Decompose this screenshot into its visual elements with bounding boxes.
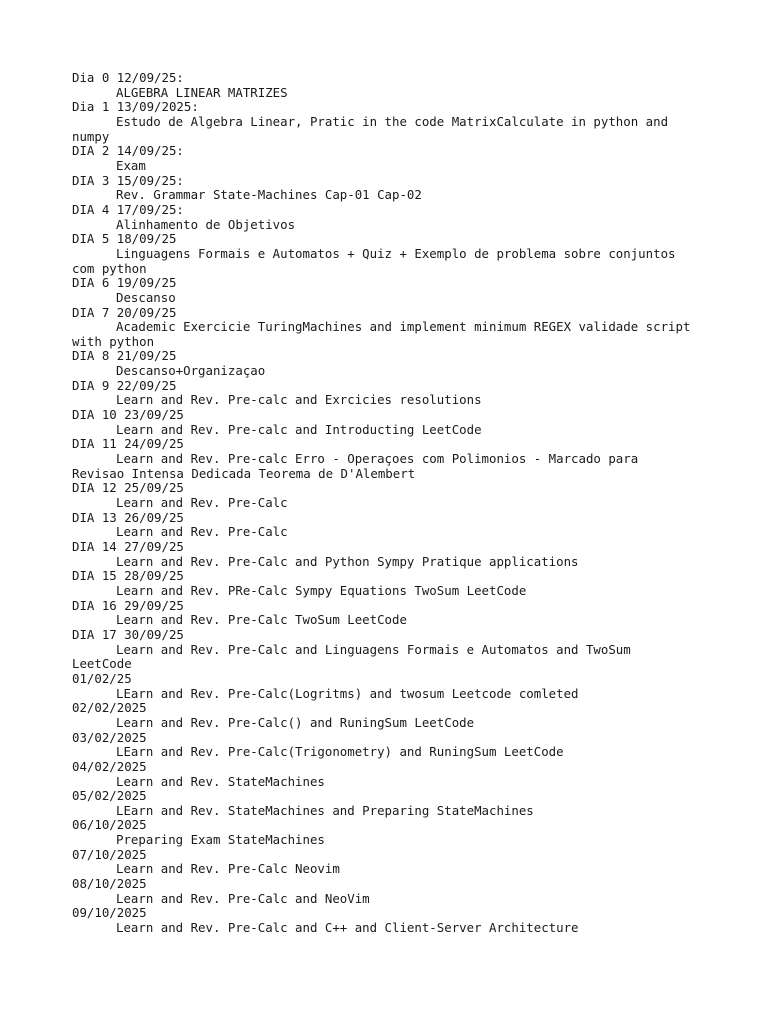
log-entry [72, 511, 702, 540]
entry-date: DIA 16 29/09/25 [72, 597, 184, 613]
log-entry [72, 276, 702, 305]
log-entry [72, 203, 702, 232]
document-page [72, 71, 702, 936]
entry-description: Learn and Rev. Pre-Calc() and RuningSum LeetCode [116, 714, 475, 730]
entry-description-line [72, 188, 702, 203]
entry-description-line [72, 745, 702, 760]
log-entry [72, 349, 702, 378]
entry-description: Learn and Rev. Pre-Calc [116, 524, 288, 540]
entry-description-line [72, 555, 702, 570]
entry-date: DIA 13 26/09/25 [72, 509, 184, 525]
entry-description: Learn and Rev. Pre-calc and Exrcicies resolutions [116, 392, 482, 408]
entry-description: Exam [116, 157, 146, 173]
entry-description-line [72, 687, 702, 702]
entry-date: DIA 17 30/09/25 [72, 626, 184, 642]
entry-date: DIA 11 24/09/25 [72, 436, 184, 452]
log-entry [72, 599, 702, 628]
entry-description: Academic Exercicie TuringMachines and implement minimum REGEX validade script [116, 319, 691, 335]
log-entry [72, 789, 702, 818]
entry-description: Estudo de Algebra Linear, Pratic in the code MatrixCalculate in python and [116, 113, 669, 129]
log-entry [72, 481, 702, 510]
entry-date: DIA 6 19/09/25 [72, 275, 177, 291]
log-entry [72, 232, 702, 276]
entry-description-line [72, 291, 702, 306]
entry-description-line [72, 393, 702, 408]
entry-date: DIA 10 23/09/25 [72, 407, 184, 423]
entry-description-line [72, 716, 702, 731]
log-entry [72, 877, 702, 906]
entry-description-line [72, 159, 702, 174]
entry-description-line [72, 452, 702, 467]
entry-description-line [72, 862, 702, 877]
entry-description: Learn and Rev. Pre-Calc and C++ and Client-Server Architecture [116, 920, 579, 936]
entry-date: 08/10/2025 [72, 876, 147, 892]
entry-date: DIA 8 21/09/25 [72, 348, 177, 364]
entry-description-line [72, 496, 702, 511]
entry-date: 02/02/2025 [72, 700, 147, 716]
entry-description: Preparing Exam StateMachines [116, 832, 325, 848]
log-entry [72, 306, 702, 350]
log-entry [72, 408, 702, 437]
entry-description: Learn and Rev. Pre-Calc [116, 495, 288, 511]
entry-date: 04/02/2025 [72, 758, 147, 774]
entry-date: Dia 0 12/09/25: [72, 70, 184, 85]
log-entry [72, 628, 702, 672]
entry-description: Learn and Rev. Pre-Calc and NeoVim [116, 890, 370, 906]
entry-description-line [72, 247, 702, 262]
entry-date: 05/02/2025 [72, 788, 147, 804]
log-entry [72, 540, 702, 569]
entry-description: Learn and Rev. Pre-Calc and Python Sympy Pratique applications [116, 553, 579, 569]
log-entry [72, 848, 702, 877]
log-entry [72, 731, 702, 760]
entry-description: Learn and Rev. Pre-Calc Neovim [116, 861, 340, 877]
entry-description-continuation: with python [72, 333, 155, 349]
entry-description-line [72, 892, 702, 907]
entry-description-continuation: numpy [72, 128, 110, 144]
entry-date: 06/10/2025 [72, 817, 147, 833]
entry-date: DIA 7 20/09/25 [72, 304, 177, 320]
entry-description-line [72, 320, 702, 335]
entry-date: DIA 15 28/09/25 [72, 568, 184, 584]
log-entry [72, 379, 702, 408]
log-entry [72, 760, 702, 789]
entry-description-line [72, 423, 702, 438]
entry-description: LEarn and Rev. Pre-Calc(Logritms) and twosum Leetcode comleted [116, 685, 579, 701]
entry-description: Learn and Rev. Pre-calc Erro - Operaçoes com Polimonios - Marcado para [116, 451, 639, 467]
entry-date: DIA 12 25/09/25 [72, 480, 184, 496]
entry-description: Learn and Rev. Pre-calc and Introducting LeetCode [116, 421, 482, 437]
log-entry [72, 701, 702, 730]
entry-description: Alinhamento de Objetivos [116, 216, 296, 232]
entry-date: DIA 4 17/09/25: [72, 201, 184, 217]
log-entry [72, 569, 702, 598]
entry-date: DIA 3 15/09/25: [72, 172, 184, 188]
entry-description: Descanso [116, 289, 176, 305]
entry-description: Descanso+Organizaçao [116, 363, 266, 379]
entry-description: ALGEBRA LINEAR MATRIZES [116, 84, 288, 100]
log-entry [72, 100, 702, 144]
entry-description: Learn and Rev. Pre-Calc TwoSum LeetCode [116, 612, 407, 628]
entry-date: DIA 2 14/09/25: [72, 143, 184, 159]
entry-description: LEarn and Rev. StateMachines and Preparing StateMachines [116, 802, 534, 818]
entry-date: DIA 14 27/09/25 [72, 539, 184, 554]
entry-description-line [72, 613, 702, 628]
log-entry [72, 906, 702, 935]
entry-description-continuation: LeetCode [72, 656, 132, 672]
log-entry [72, 818, 702, 847]
log-entry [72, 71, 702, 100]
entry-date: 01/02/25 [72, 670, 132, 686]
entry-description-continuation: com python [72, 260, 147, 276]
log-entry [72, 144, 702, 173]
entry-description: Learn and Rev. StateMachines [116, 773, 325, 789]
entry-description-line [72, 364, 702, 379]
entry-description-line [72, 643, 702, 658]
entry-date: DIA 9 22/09/25 [72, 377, 177, 393]
entry-description-continuation: Revisao Intensa Dedicada Teorema de D'Alembert [72, 465, 416, 481]
entry-description: Learn and Rev. PRe-Calc Sympy Equations TwoSum LeetCode [116, 582, 527, 598]
entry-description: Rev. Grammar State-Machines Cap-01 Cap-02 [116, 187, 422, 203]
entry-date: 07/10/2025 [72, 846, 147, 862]
entry-description-line [72, 921, 702, 936]
entry-date: 09/10/2025 [72, 905, 147, 921]
entry-description-line [72, 833, 702, 848]
entry-description-line [72, 775, 702, 790]
entry-description-line [72, 115, 702, 130]
log-entry [72, 174, 702, 203]
entry-description-line [72, 218, 702, 233]
entry-date: 03/02/2025 [72, 729, 147, 745]
entry-description: LEarn and Rev. Pre-Calc(Trigonometry) and RuningSum LeetCode [116, 744, 564, 760]
entry-description-line [72, 525, 702, 540]
log-entry [72, 672, 702, 701]
study-log [72, 71, 702, 936]
entry-date: Dia 1 13/09/2025: [72, 99, 199, 115]
entry-description: Learn and Rev. Pre-Calc and Linguagens Formais e Automatos and TwoSum [116, 641, 631, 657]
entry-date: DIA 5 18/09/25 [72, 231, 177, 247]
log-entry [72, 437, 702, 481]
entry-description: Linguagens Formais e Automatos + Quiz + Exemplo de problema sobre conjuntos [116, 245, 676, 261]
entry-description-line [72, 86, 702, 101]
entry-description-line [72, 584, 702, 599]
entry-description-line [72, 804, 702, 819]
